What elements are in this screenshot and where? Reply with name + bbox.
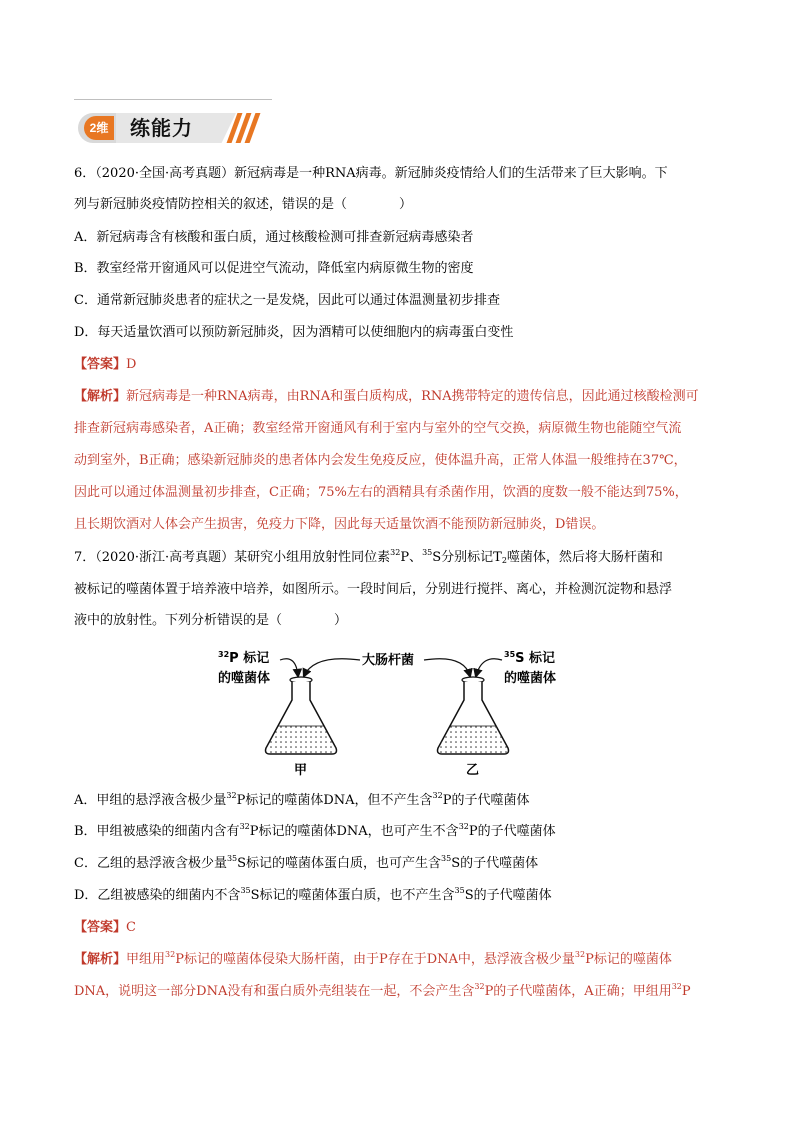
q7-answer-value: C — [126, 920, 136, 935]
q6-analysis-line-2: 排查新冠病毒感染者，A正确；教室经常开窗通风有利于室内与室外的空气交换，病原微生物也能随空气流 — [74, 421, 682, 436]
q7-answer — [74, 918, 734, 938]
q7-analysis-line-1: 【解析】甲组用$^{32}$P标记的噬菌体侵染大肠杆菌，由于P存在于DNA中，悬浮液含极少量$^{32}$P标记的噬菌体 — [74, 950, 672, 967]
header-rule — [74, 99, 272, 100]
section-badge — [78, 113, 118, 143]
arrow-center-left — [304, 659, 360, 676]
section-badge-label: 2维 — [84, 116, 114, 140]
center-label: 大肠杆菌 — [362, 653, 415, 668]
decorative-stripes — [228, 113, 258, 143]
q7-analysis-line-2: DNA，说明这一部分DNA没有和蛋白质外壳组装在一起，不会产生含$^{32}$P的子代噬菌体，A正确；甲组用$^{32}$P — [74, 982, 691, 999]
q7-option-d: D．乙组被感染的细菌内不含$^{35}$S标记的噬菌体蛋白质，也不产生含$^{35}$S的子代噬菌体 — [74, 886, 552, 903]
arrow-right-label — [476, 659, 502, 676]
q7-option-c: C．乙组的悬浮液含极少量$^{35}$S标记的噬菌体蛋白质，也可产生含$^{35}$S的子代噬菌体 — [74, 854, 539, 871]
flask-right-label: 乙 — [466, 763, 480, 778]
q6-answer-value: D — [126, 357, 137, 372]
q6-answer-tag: 【答案】 — [74, 357, 127, 372]
q6-option-a: A．新冠病毒含有核酸和蛋白质，通过核酸检测可排查新冠病毒感染者 — [74, 230, 474, 245]
q7-option-b: B．甲组被感染的细菌内含有$^{32}$P标记的噬菌体DNA，也可产生不含$^{32}$P的子代噬菌体 — [74, 822, 556, 839]
q6-stem-line-1: 6．（2020·全国·高考真题）新冠病毒是一种RNA病毒。新冠肺炎疫情给人们的生活带来了巨大影响。下 — [74, 166, 668, 181]
arrow-center-right — [424, 659, 470, 676]
q6-option-d: D．每天适量饮酒可以预防新冠肺炎，因为酒精可以使细胞内的病毒蛋白变性 — [74, 325, 514, 340]
q6-analysis-line-1 — [74, 387, 734, 407]
flask-diagram — [214, 640, 584, 780]
experiment-figure — [214, 640, 584, 780]
q6-analysis-text-1: 新冠病毒是一种RNA病毒，由RNA和蛋白质构成，RNA携带特定的遗传信息，因此通过核酸检测可 — [126, 389, 699, 404]
q7-stem-line-3: 液中的放射性。下列分析错误的是（ ） — [74, 613, 348, 628]
flask-left-label: 甲 — [294, 763, 308, 778]
q6-option-c: C．通常新冠肺炎患者的症状之一是发烧，因此可以通过体温测量初步排查 — [74, 293, 500, 308]
right-label-sup: $^{35}$S 标记 — [504, 650, 556, 666]
flask-right — [438, 677, 509, 754]
flask-left — [266, 677, 337, 754]
q6-analysis-line-3: 动到室外，B正确；感染新冠肺炎的患者体内会发生免疫反应，使体温升高，正常人体温一般维持在37℃， — [74, 453, 687, 468]
q7-stem-line-2: 被标记的噬菌体置于培养液中培养，如图所示。一段时间后，分别进行搅拌、离心，并检测沉淀物和悬浮 — [74, 582, 673, 597]
right-label-2: 的噬菌体 — [504, 671, 557, 686]
q6-analysis-line-4: 因此可以通过体温测量初步排查，C正确；75%左右的酒精具有杀菌作用，饮酒的度数一般不能达到75%， — [74, 485, 688, 500]
q7-stem-line-1: 7．（2020·浙江·高考真题）某研究小组用放射性同位素$^{32}$P、$^{35}$S分别标记$T_2$噬菌体，然后将大肠杆菌和 — [74, 548, 663, 565]
section-banner — [78, 111, 258, 147]
q6-stem-line-2: 列与新冠肺炎疫情防控相关的叙述，错误的是（ ） — [74, 197, 413, 212]
left-label-sup: $^{32}$P 标记 — [218, 650, 270, 666]
arrow-left-label — [280, 659, 298, 676]
q6-option-b: B．教室经常开窗通风可以促进空气流动，降低室内病原微生物的密度 — [74, 261, 474, 276]
left-label-2: 的噬菌体 — [218, 671, 271, 686]
q7-option-a: A．甲组的悬浮液含极少量$^{32}$P标记的噬菌体DNA，但不产生含$^{32}$P的子代噬菌体 — [74, 791, 530, 808]
section-title: 练能力 — [130, 116, 193, 140]
q6-analysis-line-5: 且长期饮酒对人体会产生损害，免疫力下降，因此每天适量饮酒不能预防新冠肺炎，D错误。 — [74, 517, 605, 532]
q6-answer — [74, 355, 734, 375]
q7-answer-tag: 【答案】 — [74, 920, 127, 935]
q6-analysis-tag: 【解析】 — [74, 389, 127, 404]
